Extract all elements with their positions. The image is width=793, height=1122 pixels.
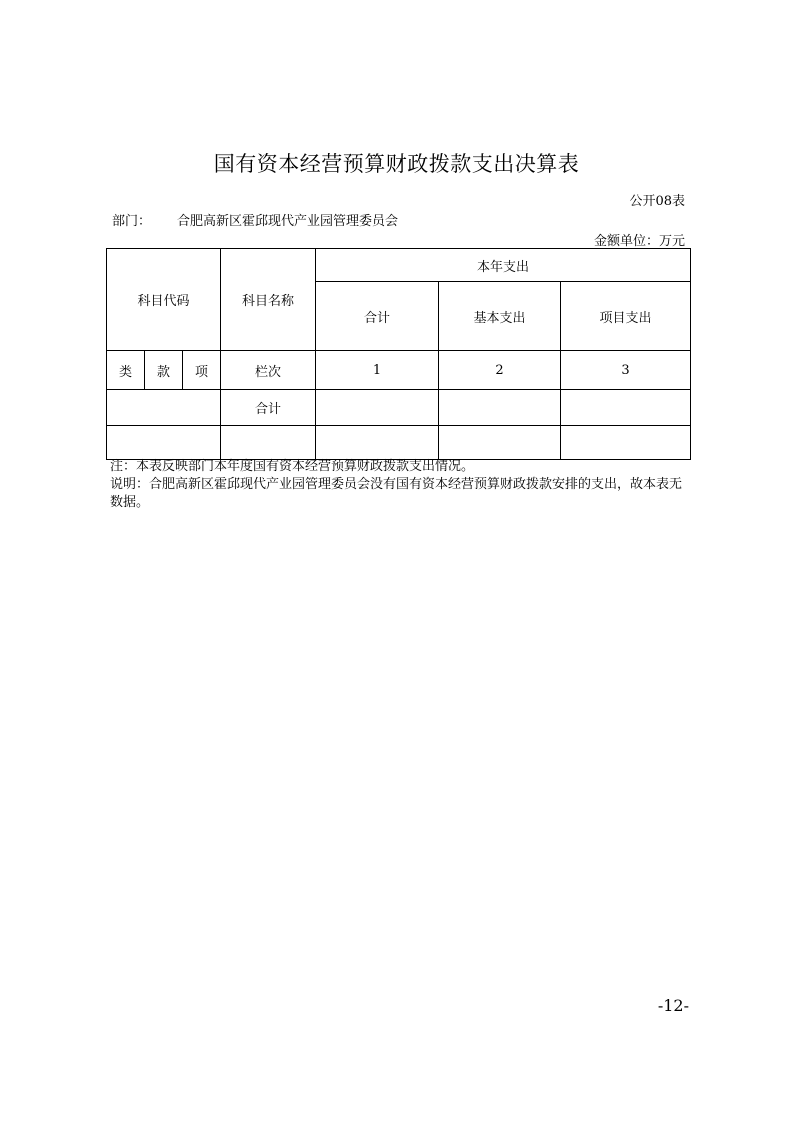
header-row-1 [107, 249, 691, 282]
department-label: 部门： [112, 214, 152, 229]
index-col-2: 2 [439, 351, 561, 390]
total-row [107, 390, 691, 426]
form-code: 公开08表 [629, 194, 685, 209]
index-kuan: 款 [145, 351, 183, 390]
empty-code-cell [107, 426, 221, 460]
table-row [107, 426, 691, 460]
index-col-3: 3 [561, 351, 691, 390]
total-project-value [561, 390, 691, 426]
total-code-cell [107, 390, 221, 426]
department-line [112, 210, 398, 229]
note-text: 注：本表反映部门本年度国有资本经营预算财政拨款支出情况。 [110, 459, 475, 474]
total-label: 合计 [221, 390, 316, 426]
empty-name-cell [221, 426, 316, 460]
amount-unit: 金额单位：万元 [593, 234, 685, 249]
empty-project-cell [561, 426, 691, 460]
header-subject-name: 科目名称 [221, 249, 316, 351]
index-xiang: 项 [183, 351, 221, 390]
index-lanci: 栏次 [221, 351, 316, 390]
index-lei: 类 [107, 351, 145, 390]
header-basic: 基本支出 [439, 282, 561, 351]
header-current-year: 本年支出 [316, 249, 691, 282]
index-col-1: 1 [316, 351, 439, 390]
index-row [107, 351, 691, 390]
header-project: 项目支出 [561, 282, 691, 351]
empty-basic-cell [439, 426, 561, 460]
empty-total-cell [316, 426, 439, 460]
total-basic-value [439, 390, 561, 426]
page-number: -12- [657, 996, 689, 1015]
department-name: 合肥高新区霍邱现代产业园管理委员会 [177, 214, 399, 229]
header-total: 合计 [316, 282, 439, 351]
total-value [316, 390, 439, 426]
expenditure-table [106, 248, 691, 460]
page-title: 国有资本经营预算财政拨款支出决算表 [213, 152, 580, 176]
explanation-text: 说明：合肥高新区霍邱现代产业园管理委员会没有国有资本经营预算财政拨款安排的支出，故本表无数据。 [110, 477, 683, 510]
notes [110, 458, 694, 512]
header-subject-code: 科目代码 [107, 249, 221, 351]
